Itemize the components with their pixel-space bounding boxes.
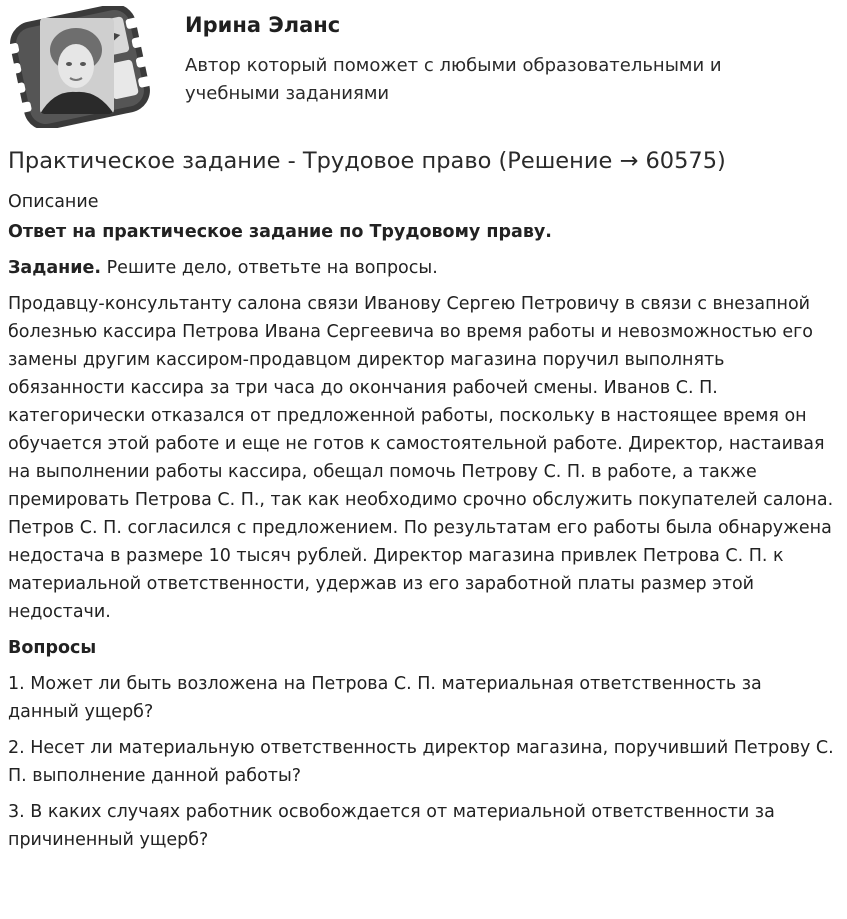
case-text: Продавцу-консультанту салона связи Иванову Сергею Петровичу в связи с внезапной болезнью кассира Петрова Ивана Сергеевича во время работы и невозможностью его замены другим кассиром-продавцом директор магазина поручил выполнять обязанности кассира за три часа до окончания рабочей смены. Иванов С. П. категорически отказался от предложенной работы, поскольку в настоящее время он обучается этой работе и еще не готов к самостоятельной работе. Директор, настаивая на выполнении работы кассира, обещал помочь Петрову С. П. в работе, а также премировать Петрова С. П., так как необходимо срочно обслужить покупателей салона. Петров С. П. согласился с предложением. По результатам его работы была обнаружена недостача в размере 10 тысяч рублей. Директор магазина привлек Петрова С. П. к материальной ответственности, удержав из его заработной платы размер этой недостачи. xyxy=(8,294,834,622)
lead-text: Ответ на практическое задание по Трудовому праву. xyxy=(8,222,552,242)
task-paragraph xyxy=(8,254,834,282)
questions-heading: Вопросы xyxy=(8,638,97,658)
task-text: Решите дело, ответьте на вопросы. xyxy=(101,258,438,278)
description-label: Описание xyxy=(8,192,99,212)
author-name[interactable]: Ирина Эланс xyxy=(185,13,341,37)
author-avatar[interactable] xyxy=(6,6,154,128)
question-item: 1. Может ли быть возложена на Петрова С. П. материальная ответственность за данный ущерб? xyxy=(8,674,762,722)
task-label: Задание. xyxy=(8,258,102,278)
author-card xyxy=(6,6,841,128)
author-description: Автор который поможет с любыми образовательными и учебными заданиями xyxy=(185,55,722,104)
question-item: 3. В каких случаях работник освобождается от материальной ответственности за причиненный ущерб? xyxy=(8,802,775,850)
task-content xyxy=(8,188,834,854)
question-item: 2. Несет ли материальную ответственность директор магазина, поручивший Петрову С. П. выполнение данной работы? xyxy=(8,738,834,786)
page-title: Практическое задание - Трудовое право (Решение → 60575) xyxy=(8,148,726,174)
